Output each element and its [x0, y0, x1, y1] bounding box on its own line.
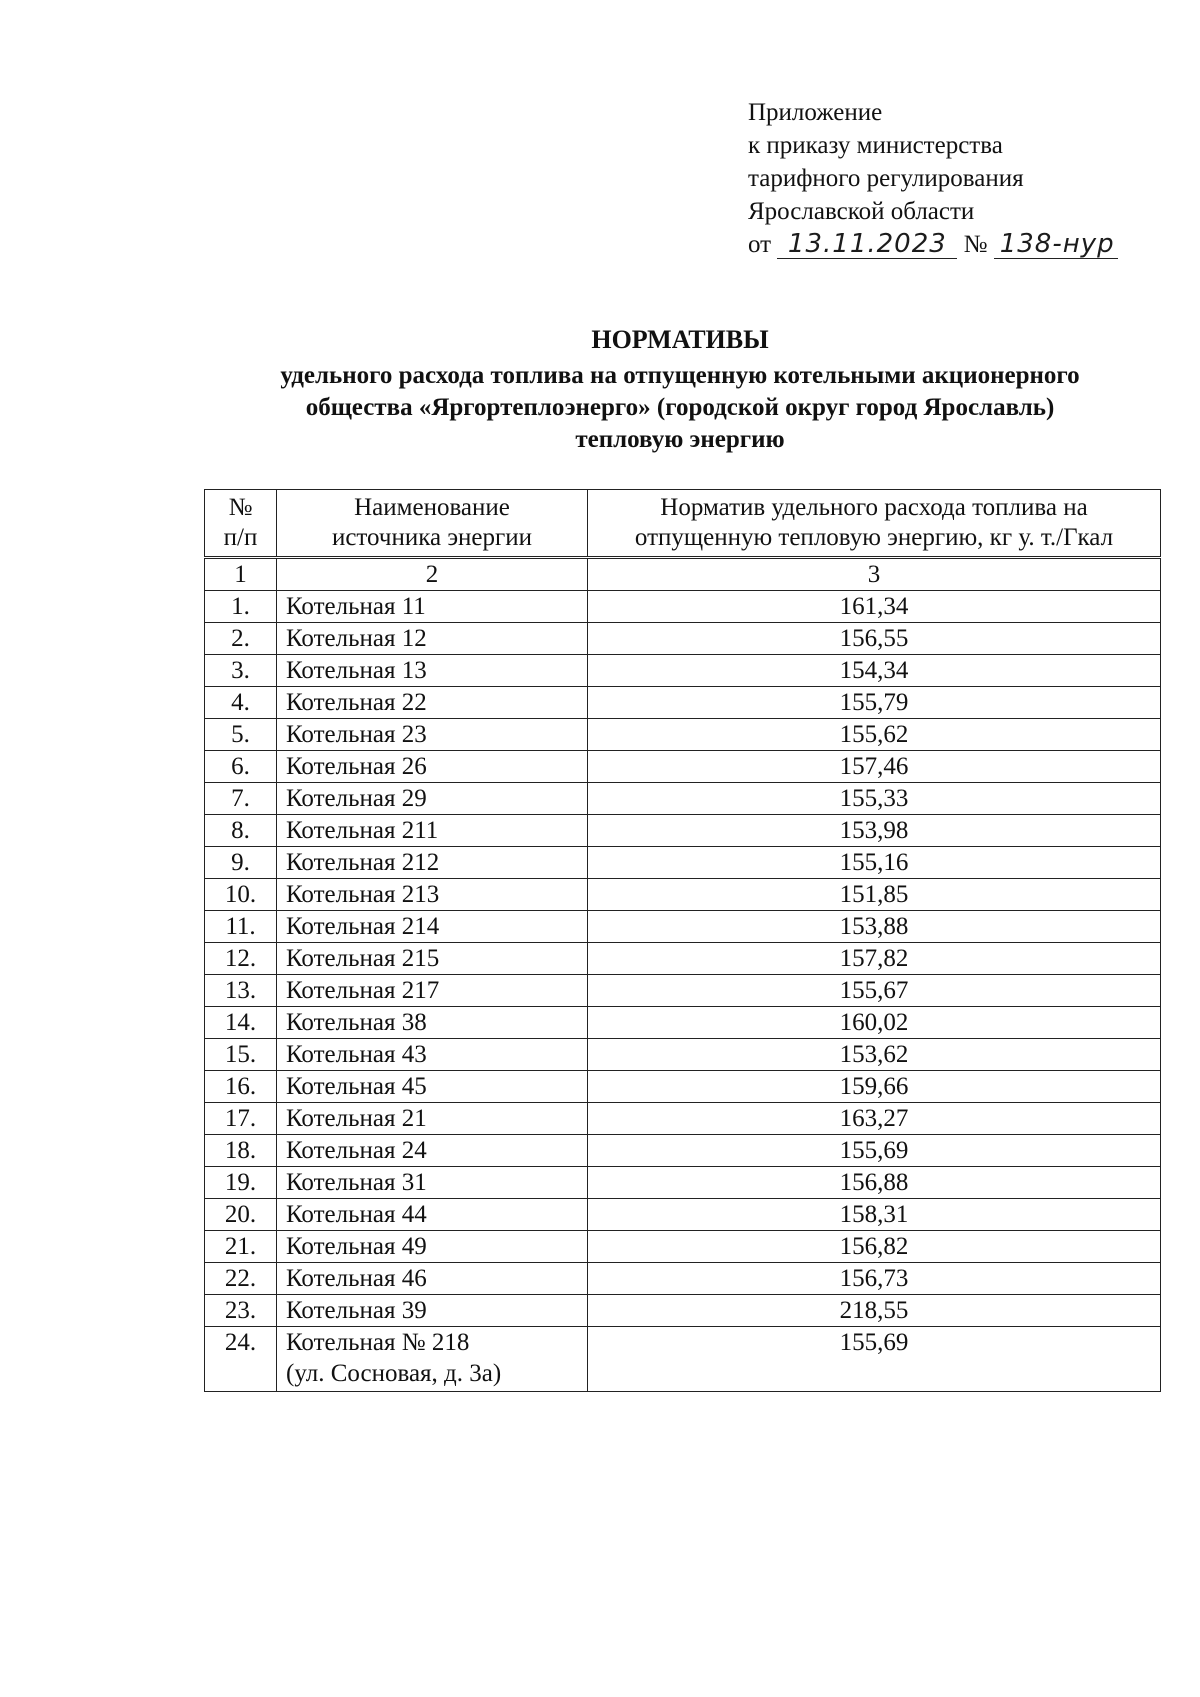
row-source-name: Котельная 21	[277, 1103, 588, 1135]
row-source-name-line2: (ул. Сосновая, д. 3а)	[286, 1360, 502, 1387]
order-number-sign: №	[963, 231, 988, 258]
row-norm-value: 156,55	[588, 623, 1161, 655]
table-row	[205, 879, 1161, 911]
table-row	[205, 591, 1161, 623]
row-source-name: Котельная 22	[277, 687, 588, 719]
row-number: 2.	[205, 623, 277, 655]
table-row	[205, 1167, 1161, 1199]
appendix-line-4: Ярославской области	[748, 198, 975, 225]
table-row	[205, 847, 1161, 879]
row-source-name: Котельная 44	[277, 1199, 588, 1231]
row-number: 5.	[205, 719, 277, 751]
row-source-name	[277, 1327, 588, 1392]
table-row	[205, 1231, 1161, 1263]
header-number	[205, 490, 277, 558]
title-line-1: удельного расхода топлива на отпущенную котельными акционерного	[280, 362, 1080, 389]
row-norm-value: 153,88	[588, 911, 1161, 943]
table-row	[205, 783, 1161, 815]
row-norm-value: 153,98	[588, 815, 1161, 847]
table-row	[205, 1039, 1161, 1071]
row-source-name: Котельная 39	[277, 1295, 588, 1327]
table-row	[205, 1263, 1161, 1295]
row-number: 12.	[205, 943, 277, 975]
table-header-row	[205, 490, 1161, 558]
column-number-row	[205, 558, 1161, 591]
column-number-1: 1	[205, 558, 277, 591]
table-row	[205, 1103, 1161, 1135]
title-main: НОРМАТИВЫ	[591, 325, 769, 354]
header-norm	[588, 490, 1161, 558]
header-number-line1: №	[228, 494, 253, 521]
row-number: 11.	[205, 911, 277, 943]
row-source-name: Котельная 217	[277, 975, 588, 1007]
row-norm-value: 155,69	[588, 1327, 1161, 1392]
appendix-line-3: тарифного регулирования	[748, 165, 1024, 192]
row-number: 18.	[205, 1135, 277, 1167]
row-source-name: Котельная 46	[277, 1263, 588, 1295]
row-number: 4.	[205, 687, 277, 719]
row-number: 6.	[205, 751, 277, 783]
row-norm-value: 155,79	[588, 687, 1161, 719]
row-number: 3.	[205, 655, 277, 687]
row-number: 22.	[205, 1263, 277, 1295]
row-number: 1.	[205, 591, 277, 623]
row-number: 20.	[205, 1199, 277, 1231]
row-source-name: Котельная 211	[277, 815, 588, 847]
row-norm-value: 155,16	[588, 847, 1161, 879]
table-body	[205, 591, 1161, 1392]
row-number: 16.	[205, 1071, 277, 1103]
appendix-line-1: Приложение	[748, 99, 883, 126]
row-source-name: Котельная 212	[277, 847, 588, 879]
row-source-name: Котельная 12	[277, 623, 588, 655]
row-source-name: Котельная 45	[277, 1071, 588, 1103]
header-source-line1: Наименование	[354, 494, 510, 521]
row-source-name: Котельная 43	[277, 1039, 588, 1071]
row-source-name: Котельная 29	[277, 783, 588, 815]
column-number-2: 2	[277, 558, 588, 591]
table-row	[205, 687, 1161, 719]
table-row	[205, 655, 1161, 687]
table-row	[205, 815, 1161, 847]
row-source-name: Котельная 215	[277, 943, 588, 975]
row-norm-value: 153,62	[588, 1039, 1161, 1071]
row-norm-value: 159,66	[588, 1071, 1161, 1103]
header-source	[277, 490, 588, 558]
table-row	[205, 1007, 1161, 1039]
norms-table	[204, 489, 1161, 1392]
header-number-line2: п/п	[223, 524, 258, 551]
table-row	[205, 1327, 1161, 1392]
row-norm-value: 154,34	[588, 655, 1161, 687]
order-from-label: от	[748, 231, 772, 258]
row-norm-value: 156,88	[588, 1167, 1161, 1199]
row-norm-value: 158,31	[588, 1199, 1161, 1231]
row-norm-value: 161,34	[588, 591, 1161, 623]
header-norm-line1: Норматив удельного расхода топлива на	[660, 494, 1088, 521]
row-source-name: Котельная 11	[277, 591, 588, 623]
row-source-name: Котельная 26	[277, 751, 588, 783]
row-number: 15.	[205, 1039, 277, 1071]
row-number: 10.	[205, 879, 277, 911]
order-date-handwritten: 13.11.2023	[777, 230, 957, 259]
appendix-line-2: к приказу министерства	[748, 132, 1003, 159]
row-norm-value: 155,69	[588, 1135, 1161, 1167]
row-source-name: Котельная 31	[277, 1167, 588, 1199]
header-norm-line2: отпущенную тепловую энергию, кг у. т./Гкал	[634, 524, 1114, 551]
row-norm-value: 156,82	[588, 1231, 1161, 1263]
title-line-2: общества «Яргортеплоэнерго» (городской округ город Ярославль)	[305, 394, 1055, 421]
row-source-name: Котельная 13	[277, 655, 588, 687]
row-norm-value: 155,67	[588, 975, 1161, 1007]
table-row	[205, 751, 1161, 783]
row-norm-value: 155,33	[588, 783, 1161, 815]
table-row	[205, 911, 1161, 943]
row-number: 24.	[205, 1327, 277, 1392]
appendix-block	[748, 96, 1118, 261]
row-source-name: Котельная 38	[277, 1007, 588, 1039]
row-number: 8.	[205, 815, 277, 847]
table-row	[205, 1199, 1161, 1231]
row-source-name: Котельная 213	[277, 879, 588, 911]
table-row	[205, 943, 1161, 975]
row-number: 13.	[205, 975, 277, 1007]
row-source-name: Котельная 24	[277, 1135, 588, 1167]
table-row	[205, 1135, 1161, 1167]
table-row	[205, 1295, 1161, 1327]
row-source-name: Котельная 49	[277, 1231, 588, 1263]
row-source-name: Котельная 23	[277, 719, 588, 751]
document-title	[200, 324, 1160, 456]
title-line-3: тепловую энергию	[575, 426, 785, 453]
table-row	[205, 975, 1161, 1007]
row-norm-value: 155,62	[588, 719, 1161, 751]
row-number: 17.	[205, 1103, 277, 1135]
column-number-3: 3	[588, 558, 1161, 591]
table-row	[205, 623, 1161, 655]
row-source-name: Котельная 214	[277, 911, 588, 943]
row-number: 21.	[205, 1231, 277, 1263]
row-norm-value: 157,46	[588, 751, 1161, 783]
row-norm-value: 163,27	[588, 1103, 1161, 1135]
header-source-line2: источника энергии	[331, 524, 533, 551]
row-number: 19.	[205, 1167, 277, 1199]
row-source-name-line1: Котельная № 218	[286, 1329, 470, 1356]
table-row	[205, 1071, 1161, 1103]
order-number-handwritten: 138-нур	[994, 230, 1118, 259]
row-number: 9.	[205, 847, 277, 879]
row-number: 14.	[205, 1007, 277, 1039]
order-reference	[748, 228, 1118, 261]
row-number: 23.	[205, 1295, 277, 1327]
row-norm-value: 160,02	[588, 1007, 1161, 1039]
row-norm-value: 157,82	[588, 943, 1161, 975]
row-number: 7.	[205, 783, 277, 815]
table-row	[205, 719, 1161, 751]
row-norm-value: 156,73	[588, 1263, 1161, 1295]
row-norm-value: 218,55	[588, 1295, 1161, 1327]
row-norm-value: 151,85	[588, 879, 1161, 911]
